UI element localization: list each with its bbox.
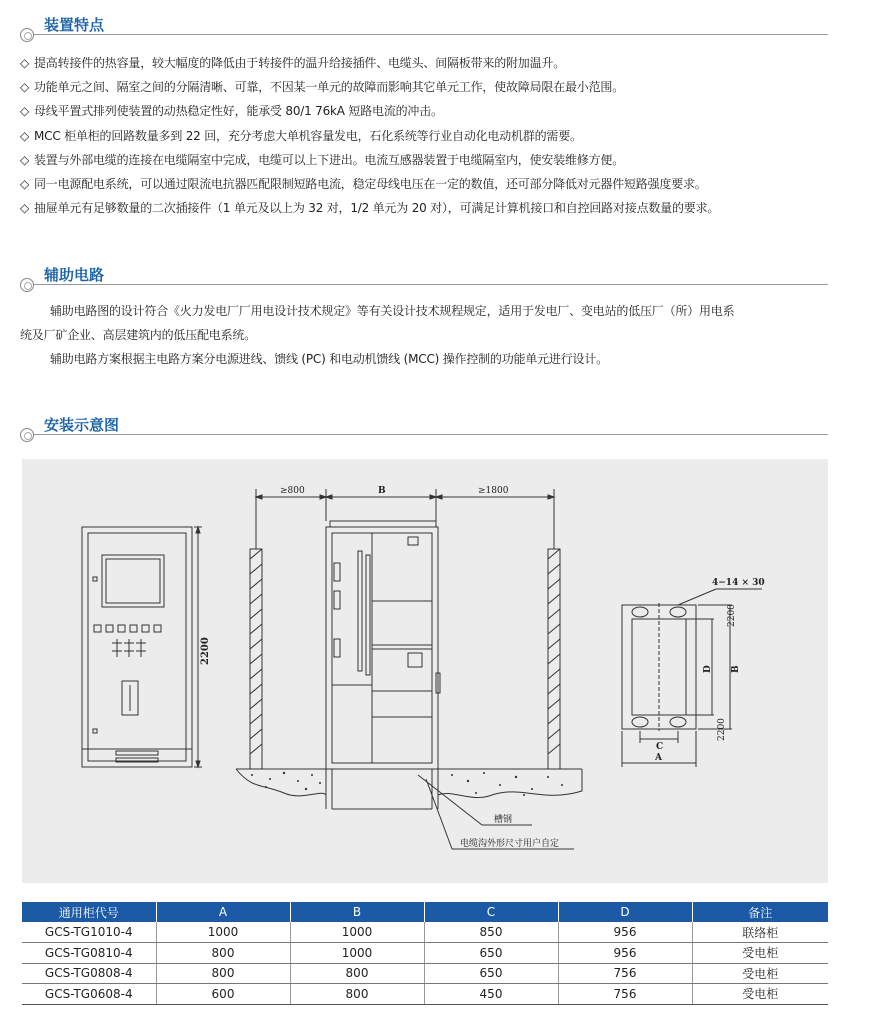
list-item: ◇ 功能单元之间、隔室之间的分隔清晰、可靠，不因某一单元的故障而影响其它单元工作，使故障局限在最小范围。 <box>20 75 840 99</box>
table-cell: 受电柜 <box>692 943 828 964</box>
steel-channel-label: 槽钢 <box>494 815 513 825</box>
section-title-auxiliary: 辅助电路 <box>44 266 105 284</box>
column-header: D <box>558 902 692 922</box>
plan-d-label: D <box>703 665 713 673</box>
column-header: 通用柜代号 <box>22 902 156 922</box>
table-header-row <box>22 902 828 922</box>
diamond-bullet-icon: ◇ <box>20 56 30 70</box>
table-cell: 1000 <box>290 922 424 943</box>
section-circle-icon <box>20 278 34 292</box>
table-cell: 450 <box>424 984 558 1005</box>
dim-left-label: ≥800 <box>280 486 305 496</box>
table-row <box>22 943 828 964</box>
list-item: ◇ 同一电源配电系统，可以通过限流电抗器匹配限制短路电流，稳定母线电压在一定的数值，还可部分降低对元器件短路强度要求。 <box>20 172 840 196</box>
diamond-bullet-icon: ◇ <box>20 80 30 95</box>
table-row <box>22 963 828 984</box>
table-cell: GCS-TG1010-4 <box>22 922 156 943</box>
table-cell: GCS-TG0808-4 <box>22 963 156 984</box>
plan-a-label: A <box>655 753 662 763</box>
installation-diagram <box>22 459 828 883</box>
table-cell: 800 <box>290 984 424 1005</box>
list-item: ◇ 提高转接件的热容量，较大幅度的降低由于转接件的温升给接插件、电缆头、间隔板带来的附加温升。 <box>20 51 840 75</box>
table-cell: 受电柜 <box>692 963 828 984</box>
table-cell: 956 <box>558 922 692 943</box>
table-cell: 800 <box>156 963 290 984</box>
section-title-installation: 安装示意图 <box>44 416 120 434</box>
table-cell: 650 <box>424 943 558 964</box>
features-list <box>20 51 840 220</box>
table-cell: 956 <box>558 943 692 964</box>
table-cell: 756 <box>558 963 692 984</box>
auxiliary-paragraph-1: 辅助电路图的设计符合《火力发电厂厂用电设计技术规定》等有关设计技术规程规定，适用于发电厂、变电站的低压厂（所）用电系 <box>50 304 735 318</box>
hole-spec-label: 4−14 × 30 <box>712 578 765 588</box>
column-header: A <box>156 902 290 922</box>
table-cell: 650 <box>424 963 558 984</box>
plan-b-label: B <box>731 665 741 673</box>
list-item: ◇ 装置与外部电缆的连接在电缆隔室中完成，电缆可以上下进出。电流互感器装置于电缆隔室内，使安装维修方便。 <box>20 148 840 172</box>
side-view-cabinet <box>326 521 440 769</box>
plan-c-label: C <box>656 742 664 752</box>
divider <box>34 284 828 285</box>
diamond-bullet-icon: ◇ <box>20 104 30 119</box>
installation-drawing <box>22 459 828 883</box>
diamond-bullet-icon: ◇ <box>20 152 30 167</box>
dim-right-label: ≥1800 <box>478 486 509 496</box>
plan-2200-top-label: 2200 <box>727 604 737 627</box>
divider <box>34 434 828 435</box>
column-header: 备注 <box>692 902 828 922</box>
diamond-bullet-icon: ◇ <box>20 201 30 216</box>
table-row <box>22 922 828 943</box>
spec-table <box>22 902 828 1005</box>
section-features-header <box>20 16 828 44</box>
floor-and-trench <box>236 769 582 809</box>
diamond-bullet-icon: ◇ <box>20 177 30 192</box>
table-cell: 850 <box>424 922 558 943</box>
front-view-cabinet <box>82 527 192 767</box>
table-row <box>22 984 828 1005</box>
base-plan-view <box>622 589 762 767</box>
list-item: ◇ 母线平置式排列使装置的动热稳定性好，能承受 80/1 76kA 短路电流的冲击。 <box>20 99 840 123</box>
leader-lines <box>418 775 574 849</box>
section-auxiliary-header <box>20 266 828 294</box>
list-item: ◇ 抽屉单元有足够数量的二次插接件（1 单元及以上为 32 对，1/2 单元为 20 对），可满足计算机接口和自控回路对接点数量的要求。 <box>20 196 840 220</box>
divider <box>34 34 828 35</box>
table-cell: 756 <box>558 984 692 1005</box>
section-circle-icon <box>20 428 34 442</box>
table-cell: 800 <box>290 963 424 984</box>
table-cell: 600 <box>156 984 290 1005</box>
table-cell: GCS-TG0608-4 <box>22 984 156 1005</box>
column-header: C <box>424 902 558 922</box>
table-cell: 800 <box>156 943 290 964</box>
plan-2200-bottom-label: 2200 <box>717 718 727 741</box>
table-cell: GCS-TG0810-4 <box>22 943 156 964</box>
table-cell: 联络柜 <box>692 922 828 943</box>
side-view-walls <box>250 549 560 769</box>
section-installation-header <box>20 416 828 444</box>
top-dimension-line <box>256 489 554 549</box>
front-height-label: 2200 <box>200 637 211 665</box>
table-cell: 1000 <box>290 943 424 964</box>
section-circle-icon <box>20 28 34 42</box>
list-item: ◇ MCC 柜单柜的回路数量多到 22 回，充分考虑大单机容量发电，石化系统等行业自动化电动机群的需要。 <box>20 124 840 148</box>
dim-b-label: B <box>378 486 386 496</box>
auxiliary-paragraph-2: 辅助电路方案根据主电路方案分电源进线、馈线 (PC) 和电动机馈线 (MCC) 操作控制的功能单元进行设计。 <box>50 352 608 366</box>
table-cell: 1000 <box>156 922 290 943</box>
table-cell: 受电柜 <box>692 984 828 1005</box>
auxiliary-paragraph-1-cont: 统及厂矿企业、高层建筑内的低压配电系统。 <box>20 328 257 342</box>
section-title-features: 装置特点 <box>44 16 105 34</box>
column-header: B <box>290 902 424 922</box>
trench-note-label: 电缆沟外形尺寸用户自定 <box>460 839 560 849</box>
diamond-bullet-icon: ◇ <box>20 128 30 143</box>
